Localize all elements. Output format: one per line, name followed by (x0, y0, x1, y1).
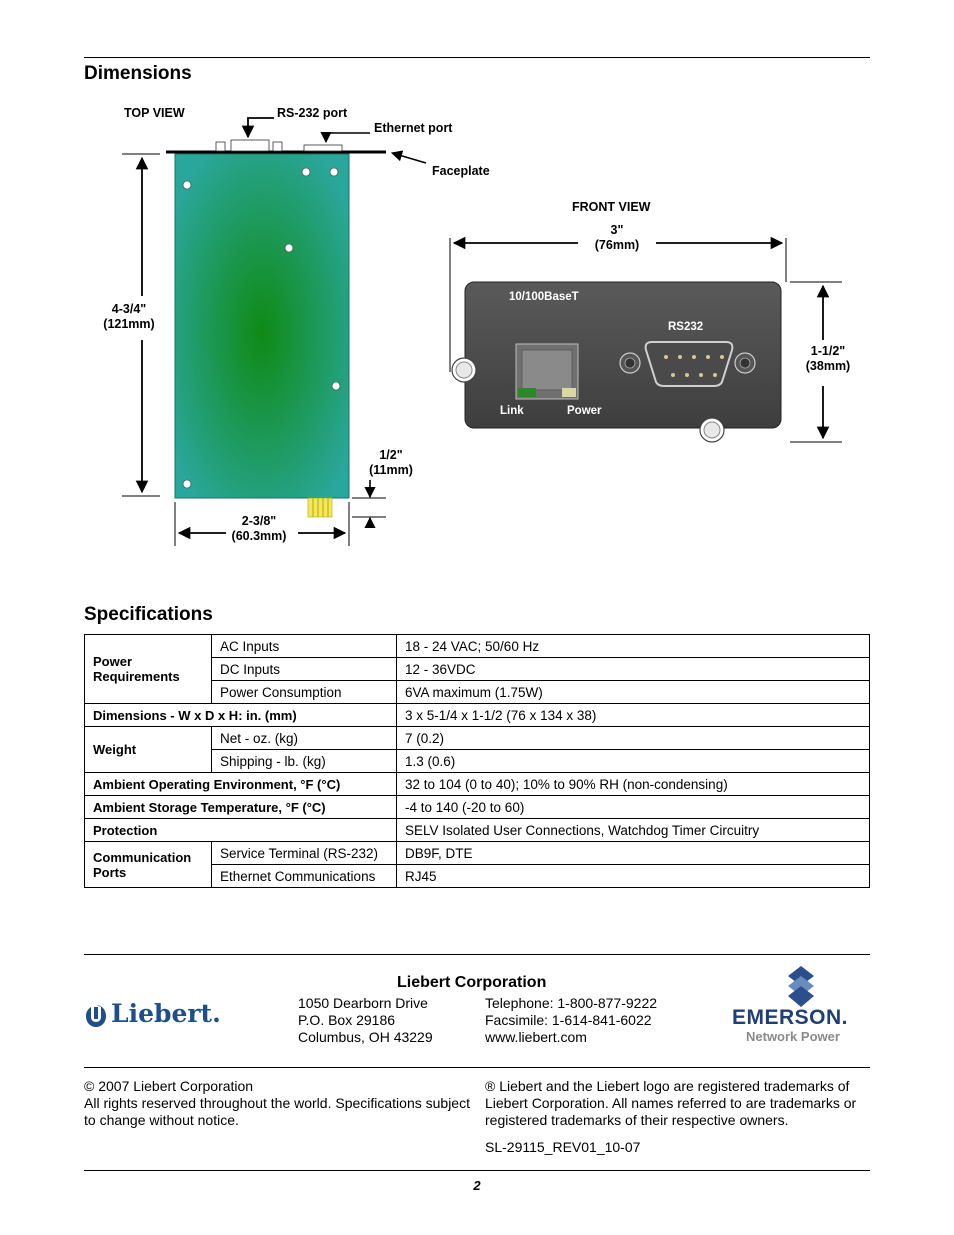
front-height-label (795, 344, 861, 374)
top-view-drawing (0, 0, 954, 600)
document-number: SL-29115_REV01_10-07 (485, 1139, 641, 1155)
trademark-block (485, 1078, 856, 1129)
footer-rule-middle (84, 1067, 870, 1068)
dimensions-value: 3 x 5-1/4 x 1-1/2 (76 x 134 x 38) (397, 704, 870, 727)
rs232-callout (248, 118, 274, 137)
depth-mm: (11mm) (369, 463, 413, 477)
ethernet-communications-label: Ethernet Communications (212, 865, 397, 888)
table-row (85, 727, 870, 750)
emerson-logo-subtext: Network Power (746, 1029, 840, 1044)
ethernet-callout (326, 133, 370, 142)
liebert-logo (84, 999, 221, 1031)
front-width-inches: 3" (610, 223, 624, 237)
height-dimension-label (92, 302, 166, 332)
table-row (85, 819, 870, 842)
service-terminal-value: DB9F, DTE (397, 842, 870, 865)
trademark-line-2: Liebert Corporation. All names referred to are trademarks or (485, 1095, 857, 1111)
power-consumption-label: Power Consumption (212, 681, 397, 704)
table-row (85, 635, 870, 658)
dc-inputs-label: DC Inputs (212, 658, 397, 681)
ethernet-faceplate-label: 10/100BaseT (509, 291, 579, 303)
ambient-operating-label: Ambient Operating Environment, °F (°C) (85, 773, 397, 796)
top-view-title: TOP VIEW (124, 106, 185, 120)
liebert-logo-text: Liebert. (111, 999, 221, 1028)
ac-inputs-value: 18 - 24 VAC; 50/60 Hz (397, 635, 870, 658)
link-led-label: Link (500, 405, 524, 417)
trademark-line-3: registered trademarks of their respective owners. (485, 1112, 789, 1128)
rs232-port-label: RS-232 port (277, 106, 348, 120)
table-row (85, 704, 870, 727)
company-contact (485, 995, 657, 1046)
emerson-logo-icon (786, 966, 816, 1008)
net-weight-label: Net - oz. (kg) (212, 727, 397, 750)
protection-label: Protection (85, 819, 397, 842)
front-height-inches: 1-1/2" (810, 344, 846, 358)
telephone: Telephone: 1-800-877-9222 (485, 995, 658, 1011)
company-name: Liebert Corporation (397, 974, 547, 991)
depth-dimension-label (358, 448, 424, 478)
power-led-label: Power (567, 405, 602, 417)
ambient-storage-value: -4 to 140 (-20 to 60) (397, 796, 870, 819)
power-consumption-value: 6VA maximum (1.75W) (397, 681, 870, 704)
front-width-label (580, 223, 654, 253)
specifications-table (84, 634, 870, 888)
circuit-board (175, 154, 349, 498)
company-address (298, 995, 433, 1046)
shipping-weight-label: Shipping - lb. (kg) (212, 750, 397, 773)
front-view-title: FRONT VIEW (572, 200, 651, 214)
faceplate-label: Faceplate (432, 164, 490, 178)
service-terminal-label: Service Terminal (RS-232) (212, 842, 397, 865)
trademark-line-1: ® Liebert and the Liebert logo are registered trademarks of (485, 1078, 850, 1094)
ethernet-communications-value: RJ45 (397, 865, 870, 888)
address-line-2: P.O. Box 29186 (298, 1012, 396, 1028)
protection-value: SELV Isolated User Connections, Watchdog Timer Circuitry (397, 819, 870, 842)
address-line-1: 1050 Dearborn Drive (298, 995, 428, 1011)
ambient-operating-value: 32 to 104 (0 to 40); 10% to 90% RH (non-condensing) (397, 773, 870, 796)
facsimile: Facsimile: 1-614-841-6022 (485, 1012, 652, 1028)
emerson-logo (730, 966, 874, 1048)
dimensions-label: Dimensions - W x D x H: in. (mm) (85, 704, 397, 727)
width-dimension-label (222, 514, 296, 544)
liebert-logo-icon (84, 1003, 108, 1029)
width-inches: 2-3/8" (241, 514, 277, 528)
shipping-weight-value: 1.3 (0.6) (397, 750, 870, 773)
specifications-heading: Specifications (84, 604, 213, 625)
rights-line-1: All rights reserved throughout the world. Specifications subject (84, 1095, 470, 1111)
address-line-3: Columbus, OH 43229 (298, 1029, 433, 1045)
copyright: © 2007 Liebert Corporation (84, 1078, 254, 1094)
table-row (85, 842, 870, 865)
ethernet-connector-top (304, 145, 342, 151)
height-inches: 4-3/4" (111, 302, 147, 316)
depth-inches: 1/2" (379, 448, 403, 462)
communication-ports-label: Communication Ports (85, 842, 212, 888)
copyright-block (84, 1078, 470, 1129)
width-mm: (60.3mm) (231, 529, 287, 543)
website-link[interactable]: www.liebert.com (485, 1029, 587, 1045)
rights-line-2: to change without notice. (84, 1112, 239, 1128)
emerson-logo-text: EMERSON. (732, 1006, 849, 1029)
footer-rule-top (84, 954, 870, 955)
weight-label: Weight (85, 727, 212, 773)
footer-rule-bottom (84, 1170, 870, 1171)
front-height-mm: (38mm) (805, 359, 851, 373)
front-width-mm: (76mm) (594, 238, 640, 252)
ambient-storage-label: Ambient Storage Temperature, °F (°C) (85, 796, 397, 819)
table-row (85, 796, 870, 819)
dimensions-heading: Dimensions (84, 63, 192, 84)
ethernet-port-label: Ethernet port (374, 121, 453, 135)
rj45-jack (516, 344, 578, 399)
faceplate-callout (392, 153, 426, 163)
table-row (85, 773, 870, 796)
height-mm: (121mm) (103, 317, 155, 331)
terminal-connector (308, 498, 332, 517)
ac-inputs-label: AC Inputs (212, 635, 397, 658)
net-weight-value: 7 (0.2) (397, 727, 870, 750)
dc-inputs-value: 12 - 36VDC (397, 658, 870, 681)
rs232-connector-top (216, 140, 282, 151)
rs232-faceplate-label: RS232 (668, 321, 704, 333)
page-number: 2 (473, 1178, 481, 1193)
power-requirements-label: Power Requirements (85, 635, 212, 704)
